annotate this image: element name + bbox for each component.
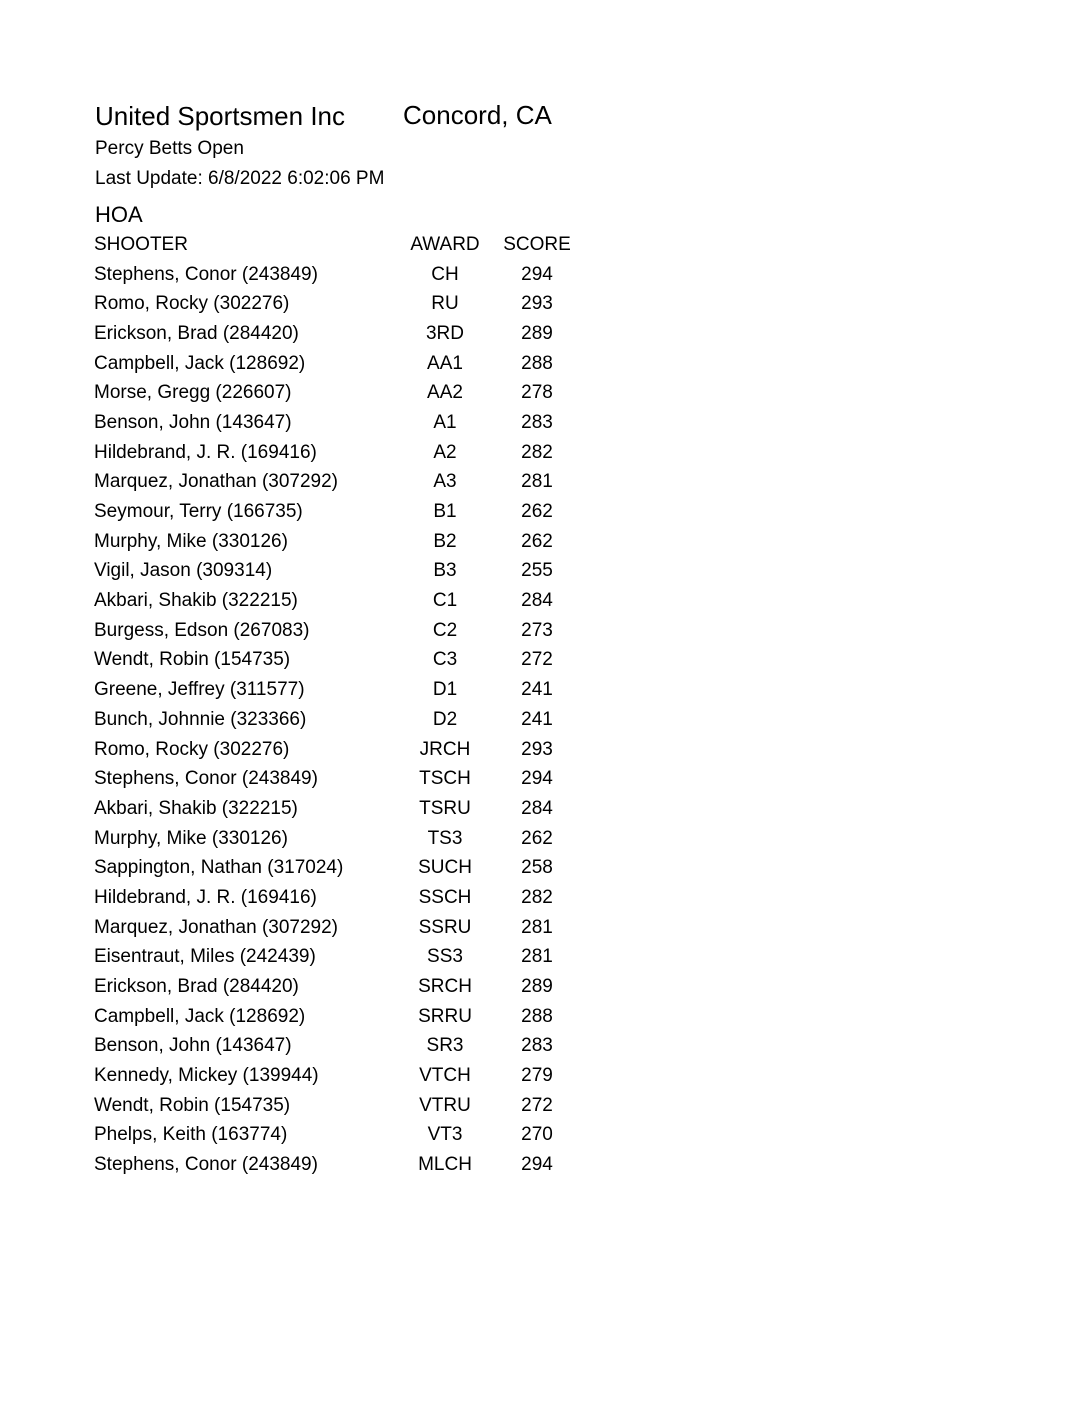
- award-cell: SSRU: [418, 916, 472, 938]
- shooter-cell: Marquez, Jonathan (307292): [94, 916, 338, 938]
- award-cell: CH: [431, 263, 459, 285]
- award-cell: A2: [433, 441, 457, 463]
- award-cell: VT3: [427, 1124, 463, 1146]
- score-cell: 289: [521, 976, 553, 998]
- table-row: [94, 972, 584, 1002]
- score-cell: 288: [521, 1005, 553, 1027]
- score-cell: 283: [521, 1035, 553, 1057]
- table-body: [94, 260, 584, 1180]
- score-cell: 282: [521, 886, 553, 908]
- award-cell: TSRU: [419, 797, 471, 819]
- award-cell: AA2: [427, 382, 463, 404]
- shooter-cell: Campbell, Jack (128692): [94, 1005, 306, 1027]
- shooter-cell: Romo, Rocky (302276): [94, 293, 290, 315]
- score-cell: 279: [521, 1065, 553, 1087]
- score-cell: 241: [521, 708, 553, 730]
- award-cell: MLCH: [418, 1154, 472, 1176]
- club-location: Concord, CA: [403, 100, 552, 130]
- award-cell: B2: [433, 530, 457, 552]
- table-row: [94, 260, 584, 290]
- shooter-cell: Akbari, Shakib (322215): [94, 797, 298, 819]
- score-cell: 270: [521, 1124, 553, 1146]
- table-row: [94, 853, 584, 883]
- award-cell: TSCH: [419, 768, 471, 790]
- results-table: [94, 230, 584, 1180]
- shooter-cell: Bunch, Johnnie (323366): [94, 708, 307, 730]
- table-row: [94, 646, 584, 676]
- shooter-cell: Hildebrand, J. R. (169416): [94, 886, 317, 908]
- award-cell: C3: [432, 649, 458, 671]
- table-row: [94, 705, 584, 735]
- shooter-cell: Wendt, Robin (154735): [94, 1094, 291, 1116]
- table-row: [94, 943, 584, 973]
- shooter-cell: Kennedy, Mickey (139944): [94, 1065, 319, 1087]
- award-cell: TS3: [427, 827, 463, 849]
- score-cell: 278: [521, 382, 553, 404]
- shooter-cell: Burgess, Edson (267083): [94, 619, 310, 641]
- score-cell: 258: [521, 857, 553, 879]
- score-cell: 272: [521, 649, 553, 671]
- header-row: [94, 230, 584, 260]
- table-row: [94, 408, 584, 438]
- table-row: [94, 883, 584, 913]
- award-cell: VTCH: [419, 1065, 471, 1087]
- table-row: [94, 289, 584, 319]
- table-row: [94, 557, 584, 587]
- shooter-cell: Stephens, Conor (243849): [94, 1154, 318, 1176]
- score-cell: 262: [521, 501, 553, 523]
- table-row: [94, 1150, 584, 1180]
- score-cell: 281: [521, 471, 553, 493]
- award-cell: SRCH: [418, 976, 472, 998]
- award-cell: C1: [432, 590, 458, 612]
- column-header-award: AWARD: [410, 233, 480, 255]
- shooter-cell: Seymour, Terry (166735): [94, 501, 303, 523]
- last-update: Last Update: 6/8/2022 6:02:06 PM: [95, 168, 385, 189]
- table-row: [94, 1002, 584, 1032]
- table-row: [94, 824, 584, 854]
- score-cell: 288: [521, 352, 553, 374]
- shooter-cell: Murphy, Mike (330126): [94, 530, 288, 552]
- shooter-cell: Eisentraut, Miles (242439): [94, 946, 316, 968]
- award-cell: SS3: [427, 946, 463, 968]
- shooter-cell: Erickson, Brad (284420): [94, 322, 299, 344]
- score-cell: 255: [521, 560, 553, 582]
- section-title: HOA: [95, 202, 143, 227]
- column-header-score: SCORE: [503, 233, 571, 255]
- shooter-cell: Stephens, Conor (243849): [94, 263, 318, 285]
- score-cell: 262: [521, 827, 553, 849]
- score-cell: 293: [521, 293, 553, 315]
- table-row: [94, 1032, 584, 1062]
- shooter-cell: Phelps, Keith (163774): [94, 1124, 288, 1146]
- score-cell: 294: [521, 1154, 553, 1176]
- shooter-cell: Stephens, Conor (243849): [94, 768, 318, 790]
- table-row: [94, 349, 584, 379]
- award-cell: B1: [433, 501, 457, 523]
- shooter-cell: Wendt, Robin (154735): [94, 649, 291, 671]
- award-cell: SSCH: [418, 886, 472, 908]
- shooter-cell: Romo, Rocky (302276): [94, 738, 290, 760]
- table-row: [94, 468, 584, 498]
- column-header-shooter: SHOOTER: [94, 233, 188, 255]
- table-row: [94, 438, 584, 468]
- score-cell: 283: [521, 411, 553, 433]
- award-cell: A1: [433, 411, 457, 433]
- event-name: Percy Betts Open: [95, 138, 244, 159]
- award-cell: SR3: [426, 1035, 464, 1057]
- shooter-cell: Benson, John (143647): [94, 411, 292, 433]
- table-header: [94, 230, 584, 260]
- table-row: [94, 764, 584, 794]
- table-row: [94, 319, 584, 349]
- table-row: [94, 794, 584, 824]
- table-row: [94, 586, 584, 616]
- table-row: [94, 1061, 584, 1091]
- score-cell: 293: [521, 738, 553, 760]
- score-cell: 284: [521, 590, 553, 612]
- table-row: [94, 497, 584, 527]
- shooter-cell: Akbari, Shakib (322215): [94, 590, 298, 612]
- award-cell: A3: [433, 471, 457, 493]
- award-cell: D1: [432, 679, 458, 701]
- score-cell: 281: [521, 946, 553, 968]
- table-row: [94, 527, 584, 557]
- score-cell: 282: [521, 441, 553, 463]
- table-row: [94, 616, 584, 646]
- score-cell: 241: [521, 679, 553, 701]
- award-cell: C2: [432, 619, 458, 641]
- award-cell: JRCH: [419, 738, 471, 760]
- shooter-cell: Campbell, Jack (128692): [94, 352, 306, 374]
- club-name: United Sportsmen Inc: [95, 101, 346, 131]
- award-cell: 3RD: [425, 322, 464, 344]
- shooter-cell: Erickson, Brad (284420): [94, 976, 299, 998]
- shooter-cell: Hildebrand, J. R. (169416): [94, 441, 317, 463]
- shooter-cell: Morse, Gregg (226607): [94, 382, 292, 404]
- score-cell: 272: [521, 1094, 553, 1116]
- shooter-cell: Greene, Jeffrey (311577): [94, 679, 305, 701]
- shooter-cell: Benson, John (143647): [94, 1035, 292, 1057]
- score-cell: 284: [521, 797, 553, 819]
- score-cell: 273: [521, 619, 553, 641]
- table-row: [94, 735, 584, 765]
- award-cell: AA1: [427, 352, 463, 374]
- award-cell: RU: [431, 293, 459, 315]
- table-row: [94, 1121, 584, 1151]
- shooter-cell: Marquez, Jonathan (307292): [94, 471, 338, 493]
- score-cell: 294: [521, 768, 553, 790]
- table-row: [94, 675, 584, 705]
- award-cell: SRRU: [418, 1005, 472, 1027]
- shooter-cell: Murphy, Mike (330126): [94, 827, 288, 849]
- table-row: [94, 1091, 584, 1121]
- award-cell: B3: [433, 560, 457, 582]
- score-cell: 281: [521, 916, 553, 938]
- table-row: [94, 378, 584, 408]
- table-row: [94, 913, 584, 943]
- score-cell: 294: [521, 263, 553, 285]
- shooter-cell: Vigil, Jason (309314): [94, 560, 273, 582]
- score-cell: 289: [521, 322, 553, 344]
- award-cell: D2: [432, 708, 458, 730]
- award-cell: SUCH: [418, 857, 472, 879]
- score-cell: 262: [521, 530, 553, 552]
- award-cell: VTRU: [419, 1094, 471, 1116]
- shooter-cell: Sappington, Nathan (317024): [94, 857, 344, 879]
